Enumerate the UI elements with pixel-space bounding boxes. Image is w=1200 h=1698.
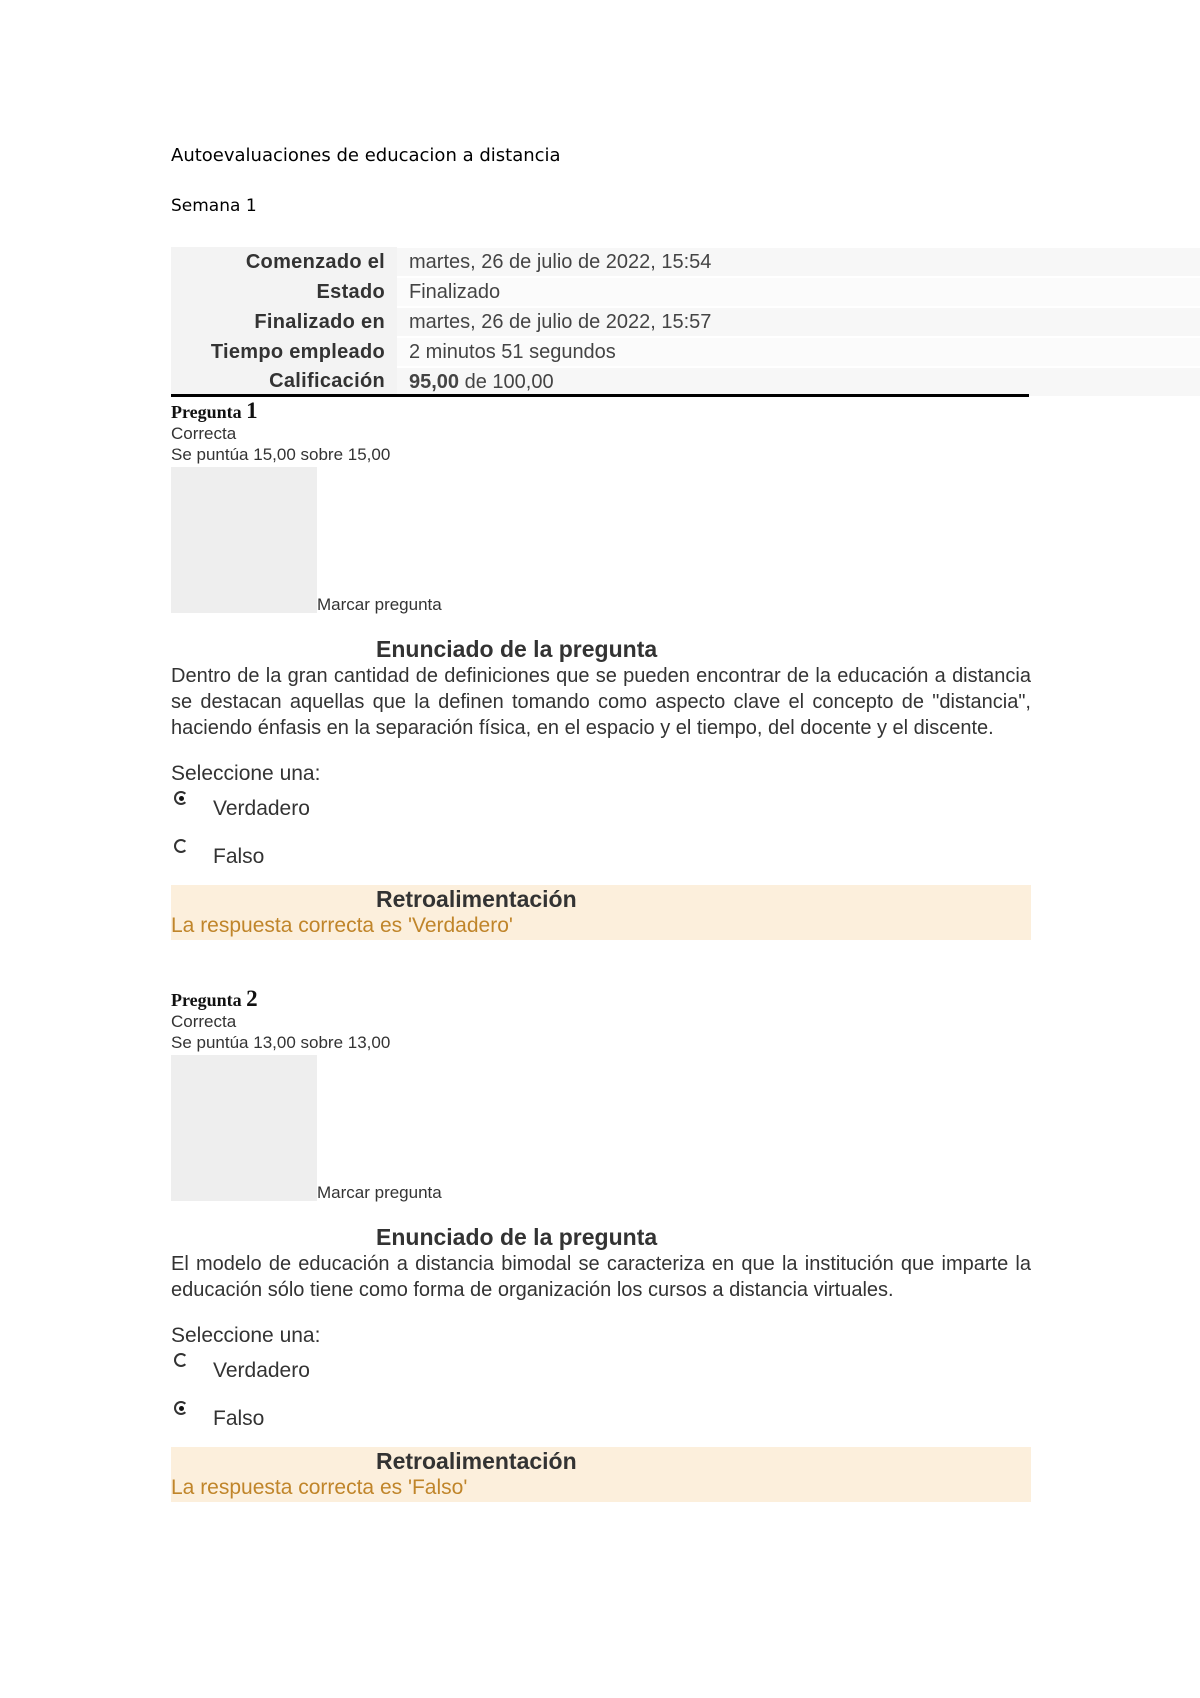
answer-option[interactable] [171, 1397, 1031, 1445]
answer-option[interactable] [171, 1349, 1031, 1397]
flag-icon[interactable] [171, 1055, 317, 1201]
summary-label: Estado [171, 277, 397, 307]
grade-total: de 100,00 [459, 370, 554, 393]
radio-selected-icon[interactable] [174, 1401, 188, 1415]
question-number: 1 [246, 398, 258, 423]
flag-question-label[interactable]: Marcar pregunta [317, 1183, 442, 1202]
question-1 [171, 400, 1031, 940]
question-label: Pregunta [171, 990, 242, 1010]
question-header [171, 988, 1031, 1011]
summary-label: Tiempo empleado [171, 337, 397, 367]
select-prompt: Seleccione una: [171, 1324, 321, 1347]
grade-label: Calificación [171, 367, 397, 396]
summary-row [171, 247, 1200, 277]
summary-row [171, 277, 1200, 307]
question-text-heading: Enunciado de la pregunta [376, 1224, 658, 1250]
summary-value: 2 minutos 51 segundos [397, 337, 1200, 367]
feedback-heading: Retroalimentación [376, 1448, 577, 1474]
attempt-summary-table [171, 246, 1200, 396]
flag-question[interactable] [171, 467, 1031, 613]
question-label: Pregunta [171, 402, 242, 422]
flag-question[interactable] [171, 1055, 1031, 1201]
feedback-text: La respuesta correcta es 'Verdadero' [171, 914, 513, 937]
feedback-text: La respuesta correcta es 'Falso' [171, 1476, 468, 1499]
grade-score: 95,00 [409, 370, 460, 393]
summary-row [171, 307, 1200, 337]
page-subtitle: Semana 1 [171, 196, 257, 216]
radio-selected-icon[interactable] [174, 791, 188, 805]
question-text: El modelo de educación a distancia bimodal se caracteriza en que la institución que imparte la educación sólo tiene como forma de organización los cursos a distancia virtuales. [171, 1253, 1031, 1301]
answer-option-label[interactable]: Verdadero [213, 1359, 310, 1382]
question-number: 2 [246, 986, 258, 1011]
answer-option-label[interactable]: Falso [213, 845, 265, 868]
summary-value: martes, 26 de julio de 2022, 15:57 [397, 307, 1200, 337]
question-grade: Se puntúa 15,00 sobre 15,00 [171, 445, 391, 464]
question-header [171, 400, 1031, 423]
question-2 [171, 988, 1031, 1502]
feedback-heading: Retroalimentación [376, 886, 577, 912]
flag-icon[interactable] [171, 467, 317, 613]
grade-value [397, 367, 1200, 396]
answer-option[interactable] [171, 835, 1031, 883]
answer-option[interactable] [171, 787, 1031, 835]
summary-label: Finalizado en [171, 307, 397, 337]
question-state: Correcta [171, 1012, 237, 1031]
question-state: Correcta [171, 424, 237, 443]
answer-option-label[interactable]: Falso [213, 1407, 265, 1430]
summary-value: martes, 26 de julio de 2022, 15:54 [397, 247, 1200, 277]
summary-row [171, 337, 1200, 367]
page-title: Autoevaluaciones de educacion a distancia [171, 145, 561, 166]
feedback-panel [171, 1447, 1031, 1502]
question-text: Dentro de la gran cantidad de definiciones que se pueden encontrar de la educación a distancia se destacan aquellas que la definen tomando como aspecto clave el concepto de "distancia", haciendo énfasis en la separación física, en el espacio y el tiempo, del docente y el discente. [171, 665, 1031, 739]
summary-label: Comenzado el [171, 247, 397, 277]
select-prompt: Seleccione una: [171, 762, 321, 785]
feedback-panel [171, 885, 1031, 940]
radio-empty-icon[interactable] [174, 839, 188, 853]
summary-value: Finalizado [397, 277, 1200, 307]
flag-question-label[interactable]: Marcar pregunta [317, 595, 442, 614]
summary-row-grade [171, 367, 1200, 396]
question-text-heading: Enunciado de la pregunta [376, 636, 658, 662]
radio-empty-icon[interactable] [174, 1353, 188, 1367]
answer-option-label[interactable]: Verdadero [213, 797, 310, 820]
question-grade: Se puntúa 13,00 sobre 13,00 [171, 1033, 391, 1052]
summary-divider [171, 394, 1029, 397]
